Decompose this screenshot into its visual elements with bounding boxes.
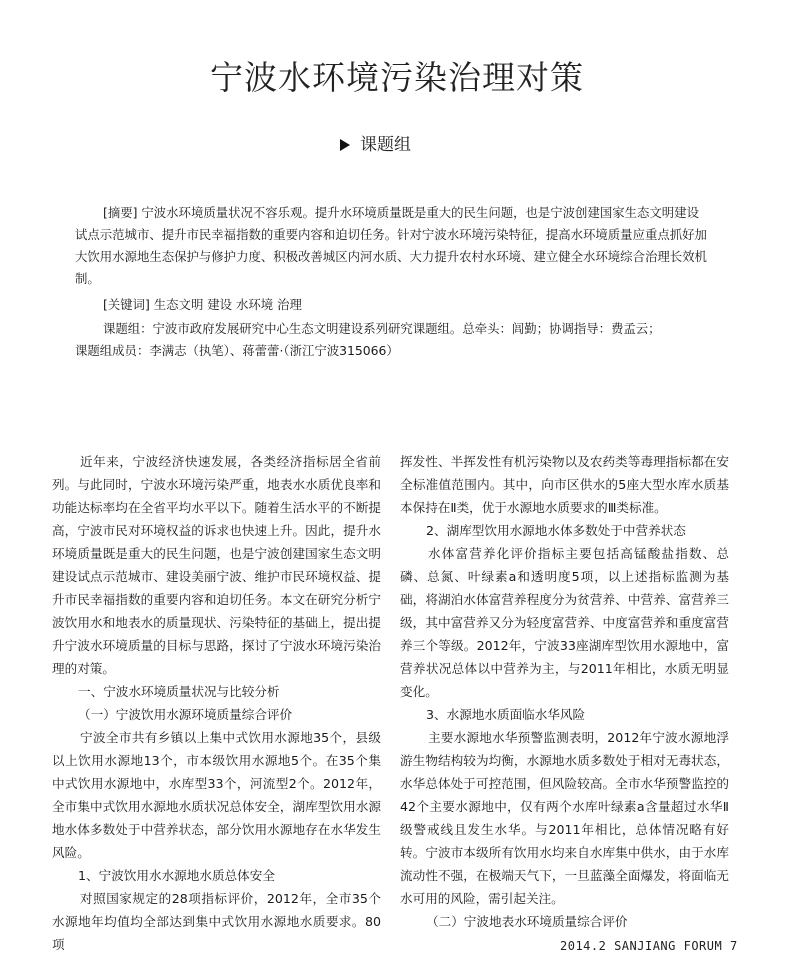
abstract-block — [75, 202, 709, 362]
article-title: 宁波水环境污染治理对策 — [210, 58, 584, 97]
byline-text: 课题组 — [360, 135, 411, 155]
paragraph: 挥发性、半挥发性有机污染物以及农药类等毒理指标都在安全标准值范围内。其中，向市区供水的5座大型水库水质基本保持在Ⅱ类，优于水源地水质要求的Ⅲ类标准。 — [400, 454, 729, 515]
subsection-heading: 2、湖库型饮用水源地水体多数处于中营养状态 — [426, 523, 686, 538]
project-note-2: 课题组成员：李满志（执笔）、蒋蕾蕾·（浙江宁波315066） — [75, 343, 399, 358]
paragraph: 对照国家规定的28项指标评价，2012年，全市35个水源地年均值均全部达到集中式饮用水源地水质要求。80项 — [52, 891, 381, 952]
triangle-bullet-icon — [340, 139, 350, 151]
byline — [340, 130, 411, 155]
abstract: [摘要] 宁波水环境质量状况不容乐观。提升水环境质量既是重大的民生问题，也是宁波创建国家生态文明建设试点示范城市、提升市民幸福指数的重要内容和迫切任务。针对宁波水环境污染特征，提高水环境质量应重点抓好加大饮用水源地生态保护与修护力度、积极改善城区内河水质、大力提升农村水环境、建立健全水环境综合治理长效机制。 — [75, 205, 707, 286]
section-heading: 一、宁波水环境质量状况与比较分析 — [78, 684, 280, 699]
paragraph: 近年来，宁波经济快速发展，各类经济指标居全省前列。与此同时，宁波水环境污染严重，地表水水质优良率和功能达标率均在全省平均水平以下。随着生活水平的不断提高，宁波市民对环境权益的诉求也快速上升。因此，提升水环境质量既是重大的民生问题，也是宁波创建国家生态文明建设试点示范城市、建设美丽宁波、维护市民环境权益、提升市民幸福指数的重要内容和迫切任务。本文在研究分析宁波饮用水和地表水的质量现状、污染特征的基础上，提出提升宁波水环境质量的目标与思路，探讨了宁波水环境污染治理的对策。 — [52, 454, 381, 676]
right-column — [400, 450, 729, 933]
project-note-1: 课题组：宁波市政府发展研究中心生态文明建设系列研究课题组。总牵头：闾勤；协调指导：费孟云； — [103, 321, 661, 336]
subsection-heading: 3、水源地水质面临水华风险 — [426, 707, 586, 722]
left-column — [52, 450, 381, 956]
page-footer: 2014.2 SANJIANG FORUM 7 — [560, 939, 738, 953]
keywords: [关键词] 生态文明 建设 水环境 治理 — [103, 297, 302, 312]
subsection-heading: （一）宁波饮用水源环境质量综合评价 — [78, 707, 293, 722]
paragraph: 主要水源地水华预警监测表明，2012年宁波水源地浮游生物结构较为均衡，水源地水质多数处于相对无毒状态，水华总体处于可控范围，但风险较高。全市水华预警监控的42个主要水源地中，仅有两个水库叶绿素a含量超过水华Ⅱ级警戒线且发生水华。与2011年相比，总体情况略有好转。宁波市本级所有饮用水均来自水库集中供水，由于水库流动性不强，在极端天气下，一旦蓝藻全面爆发，将面临无水可用的风险，需引起关注。 — [400, 730, 729, 906]
paragraph: 宁波全市共有乡镇以上集中式饮用水源地35个，县级以上饮用水源地13个，市本级饮用水源地5个。在35个集中式饮用水源地中，水库型33个，河流型2个。2012年，全市集中式饮用水源地水质状况总体安全，湖库型饮用水源地水体多数处于中营养状态，部分饮用水源地存在水华发生风险。 — [52, 730, 381, 860]
subsection-heading: （二）宁波地表水环境质量综合评价 — [426, 914, 628, 929]
paragraph: 水体富营养化评价指标主要包括高锰酸盐指数、总磷、总氮、叶绿素a和透明度5项，以上述指标监测为基础，将湖泊水体富营养程度分为贫营养、中营养、富营养三级，其中富营养又分为轻度富营养、中度富营养和重度富营养三个等级。2012年，宁波33座湖库型饮用水源地中，富营养状况总体以中营养为主，与2011年相比，水质无明显变化。 — [400, 546, 729, 699]
subsection-heading: 1、宁波饮用水水源地水质总体安全 — [78, 868, 275, 883]
